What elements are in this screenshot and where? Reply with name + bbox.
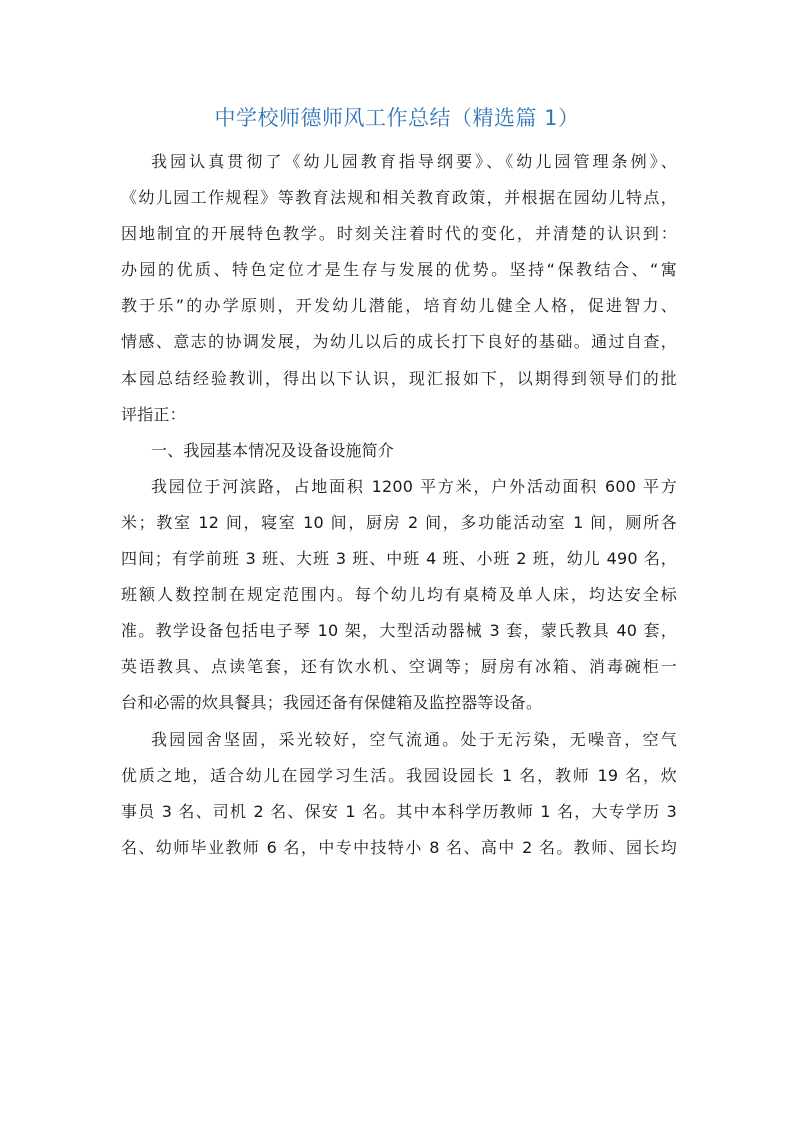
text-line: 班额人数控制在规定范围内。每个幼儿均有桌椅及单人床，均达安全标 (121, 585, 677, 605)
text-line: 情感、意志的协调发展，为幼儿以后的成长打下良好的基础。通过自查， (121, 332, 677, 352)
text-line: 优质之地，适合幼儿在园学习生活。我园设园长 1 名，教师 19 名，炊 (121, 765, 677, 785)
text-line: 一、我园基本情况及设备设施简介 (151, 440, 395, 460)
document-body (121, 144, 677, 866)
text-line: 英语教具、点读笔套，还有饮水机、空调等；厨房有冰箱、消毒碗柜一 (121, 657, 677, 677)
text-line: 办园的优质、特色定位才是生存与发展的优势。坚持“保教结合、“寓 (121, 260, 677, 280)
text-line: 我园认真贯彻了《幼儿园教育指导纲要》、《幼儿园管理条例》、 (151, 152, 677, 171)
text-line: 台和必需的炊具餐具；我园还备有保健箱及监控器等设备。 (121, 693, 543, 713)
paragraph-intro (121, 144, 677, 433)
text-line: 准。教学设备包括电子琴 10 架，大型活动器械 3 套，蒙氏教具 40 套， (121, 621, 677, 641)
text-line: 评指正： (121, 404, 186, 424)
text-line: 名、幼师毕业教师 6 名，中专中技特小 8 名、高中 2 名。教师、园长均 (121, 837, 677, 857)
text-line: 《幼儿园工作规程》等教育法规和相关教育政策，并根据在园幼儿特点， (121, 188, 677, 208)
text-line: 我园位于河滨路，占地面积 1200 平方米，户外活动面积 600 平方 (151, 476, 677, 496)
text-line: 教于乐”的办学原则，开发幼儿潜能，培育幼儿健全人格，促进智力、 (121, 296, 677, 316)
paragraph-staff (121, 722, 677, 866)
text-line: 本园总结经验教训，得出以下认识，现汇报如下，以期得到领导们的批 (121, 368, 677, 388)
paragraph-facilities (121, 469, 677, 722)
text-line: 我园园舍坚固，采光较好，空气流通。处于无污染，无噪音，空气 (151, 729, 677, 749)
text-line: 事员 3 名、司机 2 名、保安 1 名。其中本科学历教师 1 名，大专学历 3 (121, 801, 677, 821)
text-line: 因地制宜的开展特色教学。时刻关注着时代的变化，并清楚的认识到： (121, 224, 677, 244)
text-line: 米；教室 12 间，寝室 10 间，厨房 2 间，多功能活动室 1 间，厕所各 (121, 512, 677, 532)
text-line: 四间；有学前班 3 班、大班 3 班、中班 4 班、小班 2 班，幼儿 490 名， (121, 549, 677, 569)
document-title: 中学校师德师风工作总结（精选篇 1） (214, 106, 580, 130)
section-heading (121, 433, 677, 469)
